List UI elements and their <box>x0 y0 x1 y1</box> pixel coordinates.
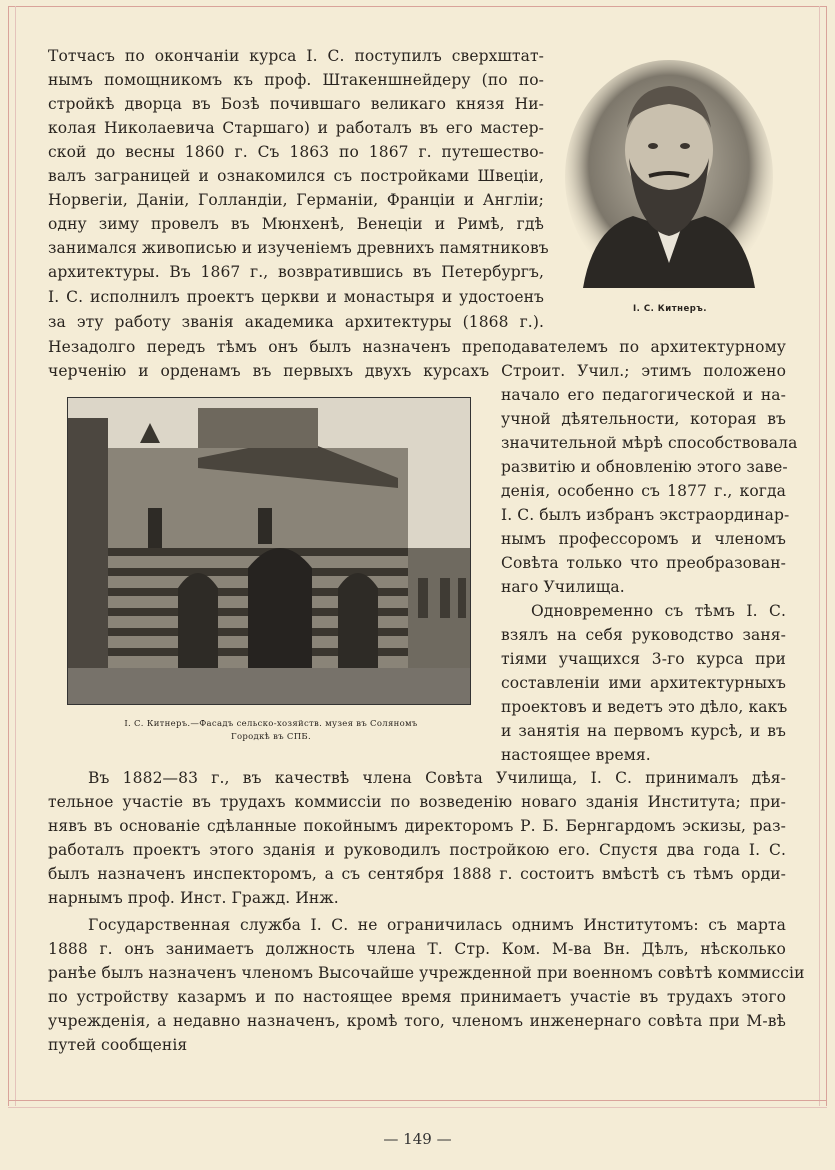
text-line: нымъ профессоромъ и членомъ <box>501 530 786 548</box>
text-line: занимался живописью и изученіемъ древнихъ памятниковъ <box>48 239 549 257</box>
text-line: І. С. исполнилъ проектъ церкви и монастыря и удостоенъ <box>48 288 544 306</box>
text-line: Въ 1882—83 г., въ качествѣ члена Совѣта Училища, І. С. принималъ дѣя- <box>88 769 786 787</box>
text-line: настоящее время. <box>501 746 651 764</box>
text-line: взялъ на себя руководство заня- <box>501 626 786 644</box>
text-line: нявъ въ основаніе сдѣланные покойнымъ директоромъ Р. Б. Бернгардомъ эскизы, раз- <box>48 817 786 835</box>
text-line: тіями учащихся 3-го курса при <box>501 650 786 668</box>
text-line: проектовъ и ведетъ это дѣло, какъ <box>501 698 788 716</box>
text-line: ранѣе былъ назначенъ членомъ Высочайше учрежденной при военномъ совѣтѣ коммиссіи <box>48 964 805 982</box>
text-line: денія, особенно съ 1877 г., когда <box>501 482 786 500</box>
text-line: Одновременно съ тѣмъ І. С. <box>531 602 786 620</box>
text-line: учрежденія, а недавно назначенъ, кромѣ того, членомъ инженернаго совѣта при М-вѣ <box>48 1012 786 1030</box>
text-line: Тотчасъ по окончаніи курса І. С. поступилъ сверхштат- <box>48 47 544 65</box>
text-line: колая Николаевича Старшаго) и работалъ въ его мастер- <box>48 119 544 137</box>
text-line: архитектуры. Въ 1867 г., возвратившись въ Петербургъ, <box>48 263 544 281</box>
photo-caption-line: І. С. Китнеръ.—Фасадъ сельско-хозяйств. музея въ Соляномъ <box>124 719 418 729</box>
page-border-top <box>8 6 827 11</box>
text-line: І. С. былъ избранъ экстраординар- <box>501 506 790 524</box>
text-line: учной дѣятельности, которая въ <box>501 410 786 428</box>
portrait-caption: І. С. Китнеръ. <box>633 304 707 314</box>
page-border-right <box>819 6 827 1106</box>
text-line: за эту работу званія академика архитектуры (1868 г.). <box>48 313 544 331</box>
text-line: нарнымъ проф. Инст. Гражд. Инж. <box>48 889 339 907</box>
text-line: 1888 г. онъ занимаетъ должность члена Т. Стр. Ком. М-ва Вн. Дѣлъ, нѣсколько <box>48 940 786 958</box>
text-line: и занятія на первомъ курсѣ, и въ <box>501 722 786 740</box>
text-line: путей сообщенія <box>48 1036 188 1054</box>
text-line: стройкѣ дворца въ Бозѣ почившаго великаго князя Ни- <box>48 95 544 113</box>
text-line: работалъ проектъ этого зданія и руководилъ постройкою его. Спустя два года І. С. <box>48 841 786 859</box>
text-line: былъ назначенъ инспекторомъ, а съ сентября 1888 г. состоитъ вмѣстѣ съ тѣмъ орди- <box>48 865 786 883</box>
photo-caption-line: Городкѣ въ СПБ. <box>231 732 311 742</box>
text-line: нымъ помощникомъ къ проф. Штакеншнейдеру (по по- <box>48 71 544 89</box>
text-line: Совѣта только что преобразован- <box>501 554 786 572</box>
text-line: тельное участіе въ трудахъ коммиссіи по возведенію новаго зданія Института; при- <box>48 793 786 811</box>
text-line: черченію и орденамъ въ первыхъ двухъ курсахъ Строит. Учил.; этимъ положено <box>48 362 786 380</box>
text-line: Норвегіи, Даніи, Голландіи, Германіи, Франціи и Англіи; <box>48 191 544 209</box>
text-line: одну зиму провелъ въ Мюнхенѣ, Венеціи и Римѣ, гдѣ <box>48 215 544 233</box>
page-number: — 149 — <box>383 1130 452 1148</box>
text-line: по устройству казармъ и по настоящее время принимаетъ участіе въ трудахъ этого <box>48 988 786 1006</box>
page-border-left <box>8 6 16 1106</box>
page-border-bottom <box>8 1100 827 1108</box>
text-line: значительной мѣрѣ способствовала <box>501 434 798 452</box>
text-line: начало его педагогической и на- <box>501 386 786 404</box>
text-line: Государственная служба І. С. не ограничилась однимъ Институтомъ: съ марта <box>88 916 786 934</box>
photo-caption <box>62 718 480 744</box>
portrait-image <box>563 58 775 296</box>
text-line: валъ заграницей и ознакомился съ постройками Швеціи, <box>48 167 544 185</box>
text-line: развитію и обновленію этого заве- <box>501 458 788 476</box>
text-line: составленіи ими архитектурныхъ <box>501 674 786 692</box>
text-line: наго Училища. <box>501 578 625 596</box>
text-line: ской до весны 1860 г. Съ 1863 по 1867 г. путешество- <box>48 143 544 161</box>
building-facade-image <box>67 397 471 705</box>
text-line: Незадолго передъ тѣмъ онъ былъ назначенъ преподавателемъ по архитектурному <box>48 338 786 356</box>
